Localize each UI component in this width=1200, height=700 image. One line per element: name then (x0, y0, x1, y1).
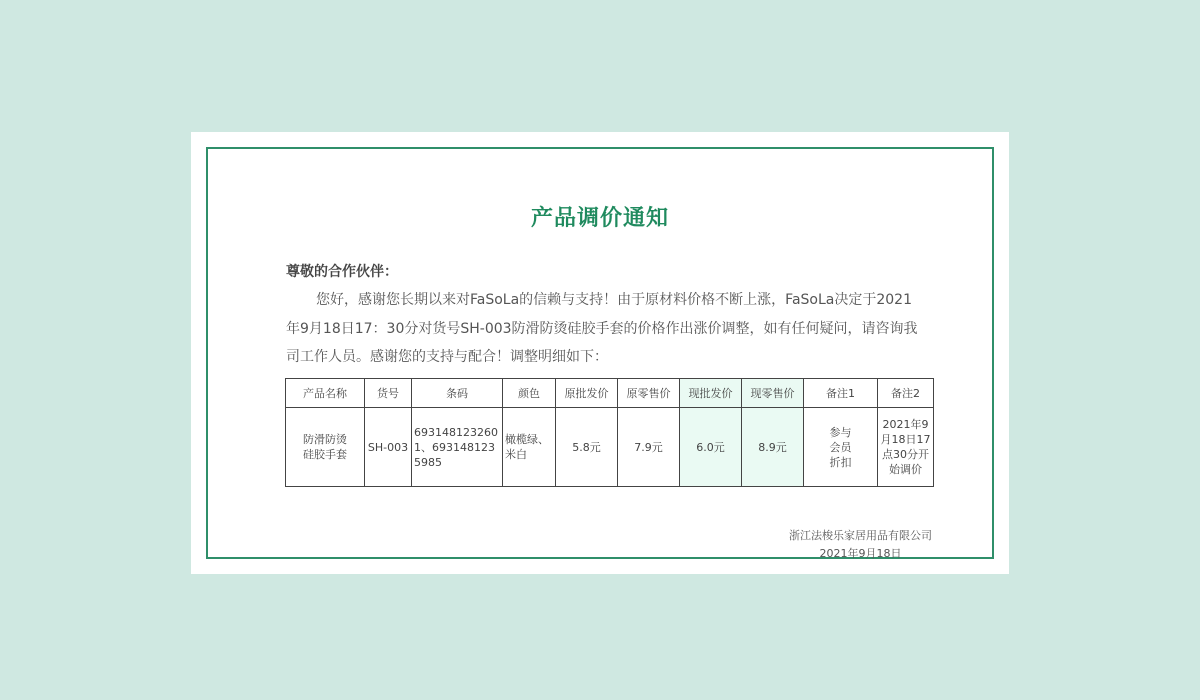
cell-note1-text: 参与会员折扣 (829, 425, 852, 469)
header-note1: 备注1 (804, 379, 878, 408)
cell-note1 (804, 408, 878, 487)
header-old-retail: 原零售价 (618, 379, 680, 408)
notice-frame (206, 147, 994, 559)
cell-product-text: 防滑防烫硅胶手套 (303, 433, 347, 461)
header-barcode: 条码 (412, 379, 503, 408)
cell-barcode (412, 408, 503, 487)
cell-color-text: 橄榄绿、米白 (505, 433, 549, 461)
table-header-row (286, 379, 934, 408)
header-note2: 备注2 (878, 379, 934, 408)
cell-color (503, 408, 556, 487)
cell-note2 (878, 408, 934, 487)
notice-card (191, 132, 1009, 574)
cell-new-retail: 8.9元 (742, 408, 804, 487)
notice-body: 您好，感谢您长期以来对FaSoLa的信赖与支持！由于原材料价格不断上涨，FaSoLa决定于2021年9月18日17：30分对货号SH-003防滑防烫硅胶手套的价格作出涨价调整，如有任何疑问，请咨询我司工作人员。感谢您的支持与配合！调整明细如下： (286, 292, 918, 365)
header-sku: 货号 (365, 379, 412, 408)
greeting: 尊敬的合作伙伴： (286, 264, 398, 280)
header-new-retail: 现零售价 (742, 379, 804, 408)
header-old-wholesale: 原批发价 (556, 379, 618, 408)
footer-date: 2021年9月18日 (819, 547, 902, 560)
cell-old-retail: 7.9元 (618, 408, 680, 487)
footer-company: 浙江法梭乐家居用品有限公司 (789, 529, 932, 542)
price-table (285, 378, 934, 487)
cell-new-wholesale: 6.0元 (680, 408, 742, 487)
footer (789, 527, 932, 563)
cell-barcode-text: 6931481232601、6931481235985 (414, 425, 498, 469)
header-product: 产品名称 (286, 379, 365, 408)
cell-note2-text: 2021年9月18日17点30分开始调价 (880, 418, 931, 476)
cell-product (286, 408, 365, 487)
header-color: 颜色 (503, 379, 556, 408)
cell-sku: SH-003 (365, 408, 412, 487)
notice-title: 产品调价通知 (530, 206, 669, 231)
table-row (286, 408, 934, 487)
cell-old-wholesale: 5.8元 (556, 408, 618, 487)
header-new-wholesale: 现批发价 (680, 379, 742, 408)
